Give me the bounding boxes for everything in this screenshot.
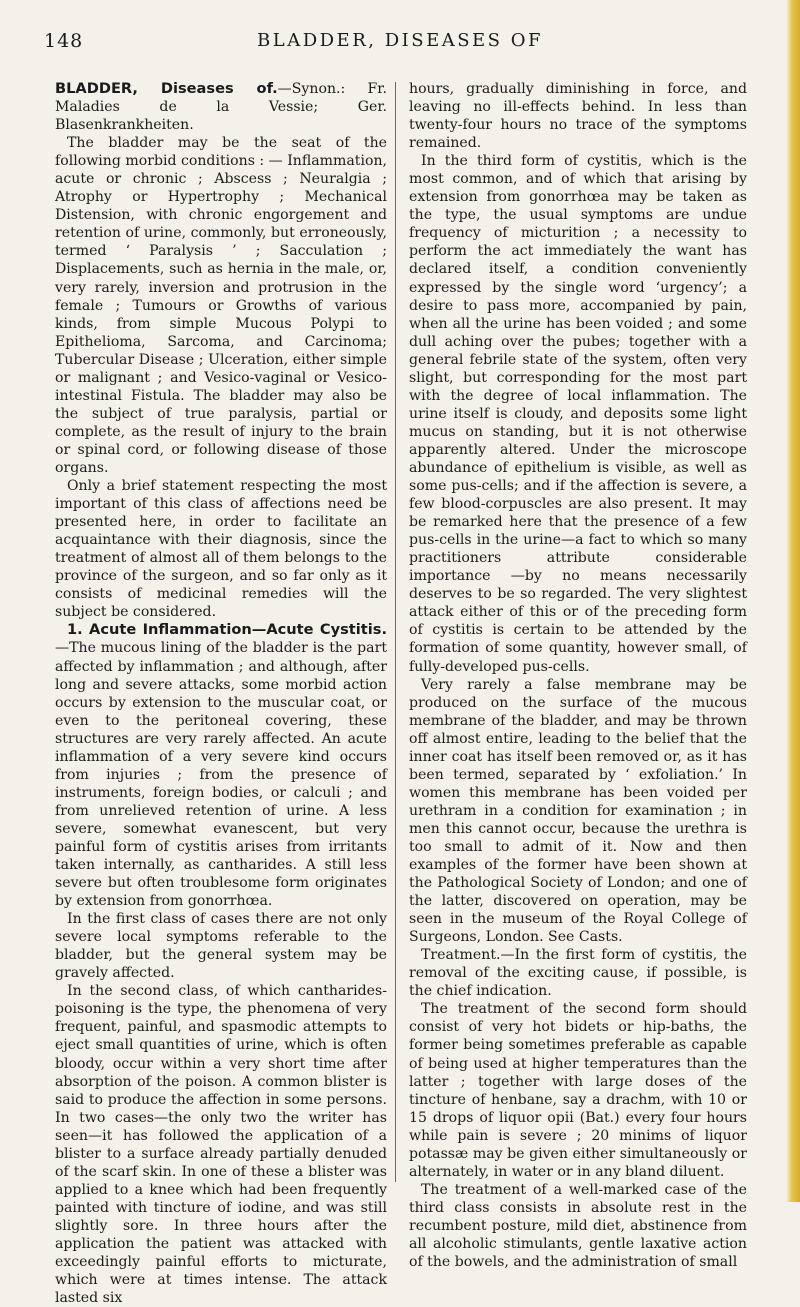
left-column: [55, 80, 387, 1307]
entry-headword: BLADDER, Diseases of.: [55, 80, 278, 97]
paragraph: In the second class, of which cantharides-poisoning is the type, the phenomena of very frequent, painful, and spasmodic attempts to eject small quantities of urine, which is often bloody, occur within a very short time after absorption of the poison. A common blister is said to produce the affection in some persons. In two cases—the only two the writer has seen—it has followed the application of a blister to a surface already partially denuded of the scarf skin. In one of these a blister was applied to a knee which had been frequently painted with tincture of iodine, and was still slightly sore. In three hours after the application the patient was attacked with exceedingly painful efforts to micturate, which were at times intense. The attack lasted six: [55, 983, 387, 1307]
section-heading: 1. Acute Inflammation—Acute Cystitis.: [67, 621, 387, 639]
paragraph-continued: hours, gradually diminishing in force, and leaving no ill-effects behind. In less than twenty-four hours no trace of the symptoms remained.: [409, 81, 747, 152]
page-number: 148: [44, 30, 84, 52]
paragraph: The bladder may be the seat of the following morbid conditions : — Inflammation, acute or chronic ; Abscess ; Neuralgia ; Atrophy or Hypertrophy ; Mechanical Distension, with chronic engorgement and retention of urine, commonly, but erroneously, termed ‘ Paralysis ’ ; Sacculation ; Displacements, such as hernia in the male, or, very rarely, inversion and protrusion in the female ; Tumours or Growths of various kinds, from simple Mucous Polypi to Epithelioma, Sarcoma, and Carcinoma; Tubercular Disease ; Ulceration, either simple or malignant ; and Vesico-vaginal or Vesico-intestinal Fistula. The bladder may also be the subject of true paralysis, partial or complete, as the result of injury to the brain or spinal cord, or following disease of those organs.: [55, 135, 387, 476]
section-text: —The mucous lining of the bladder is the part affected by inflammation ; and although, after long and severe attacks, some morbid action occurs by extension to the muscular coat, or even to the peritoneal covering, these structures are very rarely affected. An acute inflammation of a very severe kind occurs from injuries ; from the presence of instruments, foreign bodies, or calculi ; and from unrelieved retention of urine. A less severe, somewhat evanescent, but very painful form of cystitis arises from irritants taken internally, as cantharides. A still less severe but often troublesome form originates by extension from gonorrhœa.: [55, 640, 387, 910]
treatment-paragraph: Treatment.—In the first form of cystitis, the removal of the exciting cause, if possible, is the chief indication.: [409, 947, 747, 1000]
right-column: [409, 80, 747, 1271]
paragraph: Only a brief statement respecting the most important of this class of affections need be presented here, in order to facilitate an acquaintance with their diagnosis, since the treatment of almost all of them belongs to the province of the surgeon, and so far only as it consists of medicinal remedies will the subject be considered.: [55, 478, 387, 621]
page-header: [0, 30, 800, 60]
entry-opening: [55, 80, 387, 134]
column-divider: [395, 82, 396, 1182]
paragraph: In the third form of cystitis, which is the most common, and of which that arising by extension from gonorrhœa may be taken as the type, the usual symptoms are undue frequency of micturition ; a necessity to perform the act immediately the want has declared itself, a condition conveniently expressed by the single word ‘urgency’; a desire to pass more, accompanied by pain, when all the urine has been voided ; and some dull aching over the pubes; together with a general febrile state of the system, often very slight, but corresponding for the most part with the degree of local inflammation. The urine itself is cloudy, and deposits some light mucus on standing, but it is not otherwise apparently altered. Under the microscope abundance of epithelium is visible, as well as some pus-cells; and if the affection is severe, a few blood-corpuscles are also present. It may be remarked here that the presence of a few pus-cells in the urine—a fact to which so many practitioners attribute considerable importance —by no means necessarily deserves to be so regarded. The very slightest attack either of this or of the preceding form of cystitis is certain to be attended by the formation of some quantity, however small, of fully-developed pus-cells.: [409, 153, 747, 675]
paragraph: The treatment of a well-marked case of the third class consists in absolute rest in the recumbent posture, mild diet, abstinence from all alcoholic stimulants, gentle laxative action of the bowels, and the administration of small: [409, 1181, 747, 1271]
running-title: BLADDER, DISEASES OF: [257, 30, 543, 51]
page-edge: [786, 0, 800, 1202]
section-paragraph: [55, 621, 387, 910]
paragraph: The treatment of the second form should consist of very hot bidets or hip-baths, the former being sometimes preferable as capable of being used at higher temperatures than the latter ; together with large doses of the tincture of henbane, say a drachm, with 10 or 15 drops of liquor opii (Bat.) every four hours while pain is severe ; 20 minims of liquor potassæ may be given either simultaneously or alternately, in water or in any bland diluent.: [409, 1001, 747, 1180]
entry-synonyms: —Synon.: Fr. Maladies de la Vessie; Ger. Blasenkrankheiten.: [55, 81, 387, 134]
paragraph: Very rarely a false membrane may be produced on the surface of the mucous membrane of the bladder, and may be thrown off almost entire, leading to the belief that the inner coat has itself been removed or, as it has been termed, separated by ‘ exfoliation.’ In women this membrane has been voided per urethram in a condition for examination ; in men this cannot occur, because the urethra is too small to admit of it. Now and then examples of the former have been shown at the Pathological Society of London; and one of the latter, discovered on operation, may be seen in the museum of the Royal College of Surgeons, London. See Casts.: [409, 676, 747, 946]
paragraph: In the first class of cases there are not only severe local symptoms referable to the bladder, but the general system may be gravely affected.: [55, 911, 387, 982]
